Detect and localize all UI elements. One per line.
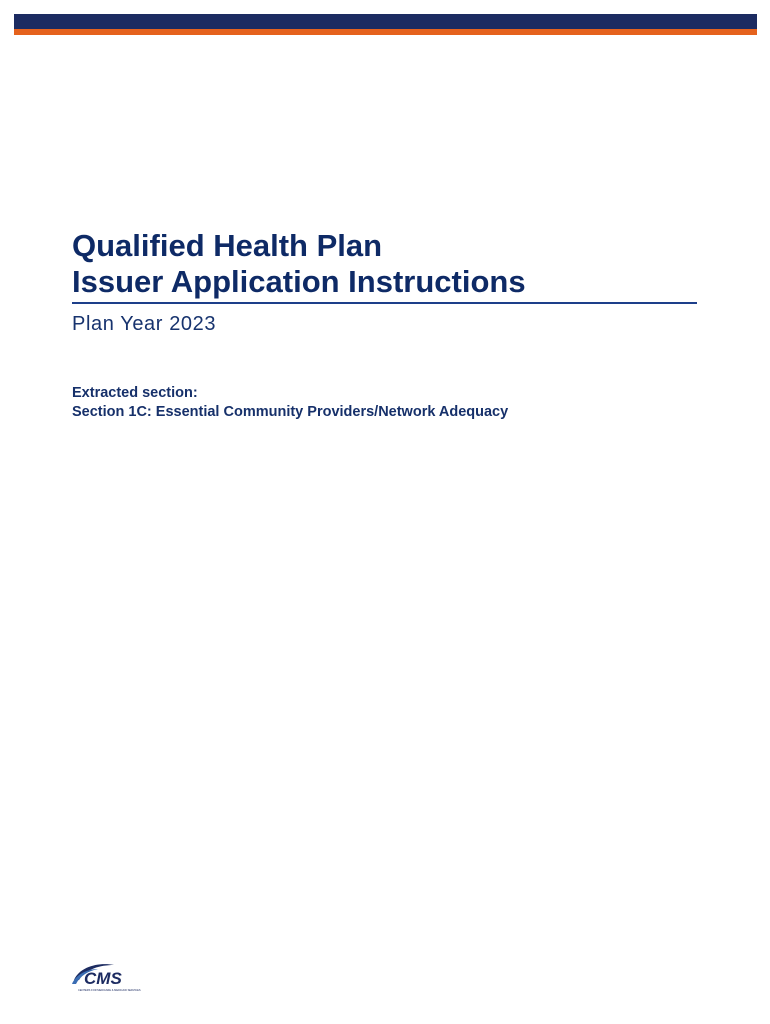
document-title-line-1: Qualified Health Plan [72,228,383,263]
header-bar [14,14,757,29]
header-accent-stripe [14,29,757,35]
document-title-block [72,228,697,304]
cms-logo [70,960,150,994]
title-divider [72,302,697,304]
document-title-line-2: Issuer Application Instructions [72,264,526,299]
extracted-section-block [72,384,508,422]
cms-logo-text: CMS [84,969,122,988]
plan-year-subtitle: Plan Year 2023 [72,313,217,335]
extracted-section-title: Section 1C: Essential Community Providers/Network Adequacy [72,404,509,420]
extracted-section-label: Extracted section: [72,385,198,401]
cms-logo-tagline: CENTERS FOR MEDICARE & MEDICAID SERVICES [78,989,141,992]
